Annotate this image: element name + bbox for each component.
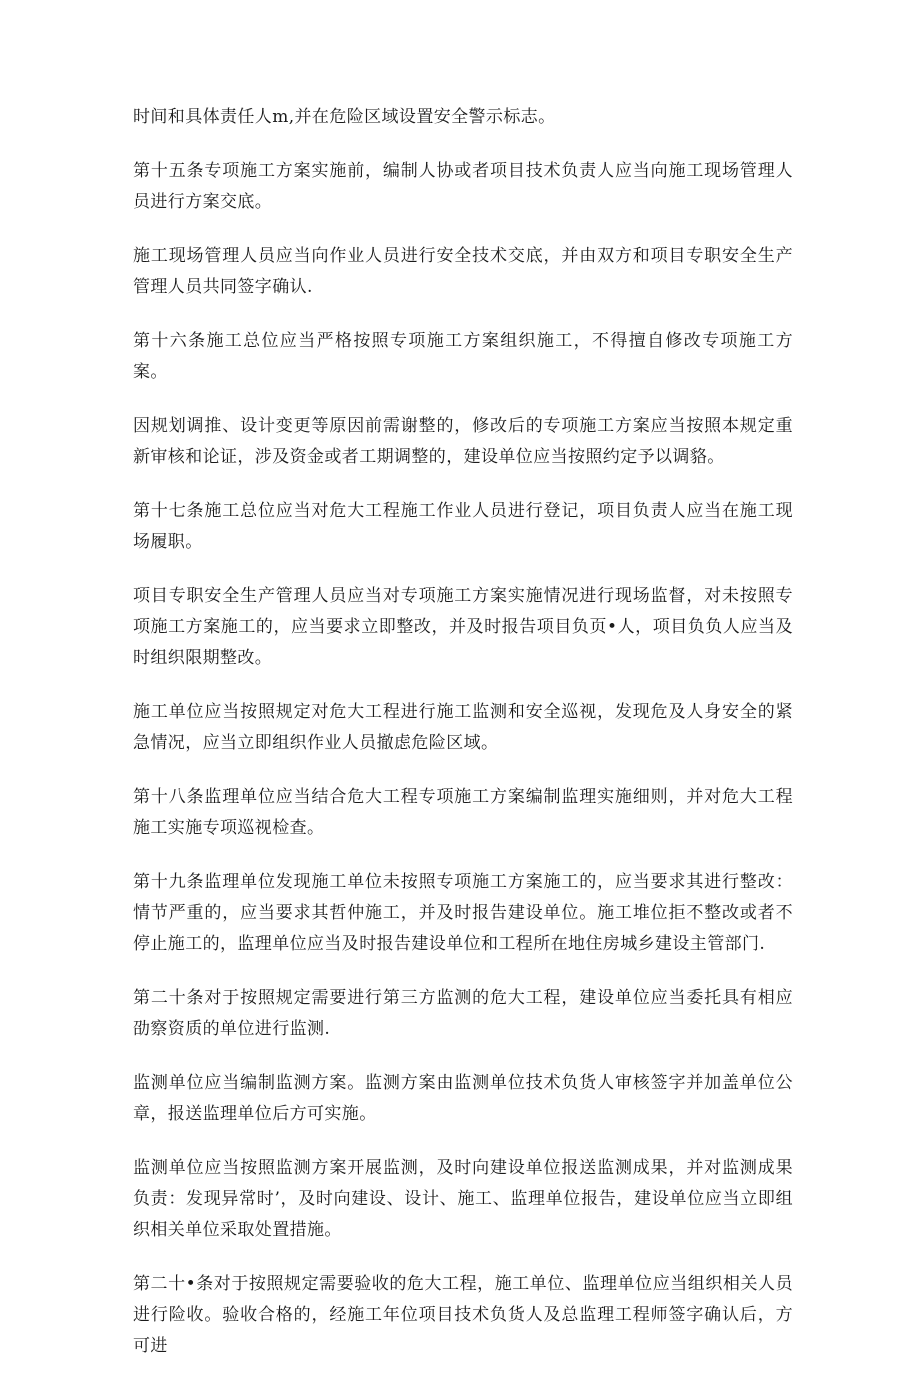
paragraph-12: 监测单位应当编制监测方案。监测方案由监测单位技术负货人审核签字并加盖单位公章，报送监理单位后方可实施。 bbox=[133, 1073, 793, 1124]
paragraph-3: 施工现场管理人员应当向作业人员进行安全技术交底，并由双方和项目专职安全生产管理人员共同签字确认. bbox=[133, 246, 793, 297]
paragraph-6: 第十七条施工总位应当对危大工程施工作业人员进行登记，项目负责人应当在施工现场履职。 bbox=[133, 501, 793, 552]
paragraph-2: 第十五条专项施工方案实施前，编制人协或者项目技术负责人应当向施工现场管理人员进行方案交底。 bbox=[133, 161, 793, 212]
paragraph-11: 第二十条对于按照规定需要进行第三方监测的危大工程，建设单位应当委托具有相应劭察资质的单位进行监测. bbox=[133, 988, 793, 1039]
paragraph-14: 第二十•条对于按照规定需要验收的危大工程，施工单位、监理单位应当组织相关人员进行险收。验收合格的，经施工年位项目技术负货人及总监理工程师签字确认后，方可进 bbox=[133, 1274, 793, 1356]
paragraph-5: 因规划调推、设计变更等原因前需谢整的，修改后的专项施工方案应当按照本规定重新审核和论证，涉及资金或者工期调整的，建设单位应当按照约定予以调貉。 bbox=[133, 416, 793, 467]
paragraph-13: 监测单位应当按照监测方案开展监测，及时向建设单位报送监测成果，并对监测成果负责：发现异常时’，及时向建设、设计、施工、监理单位报告，建设单位应当立即组织相关单位采取处置措施。 bbox=[133, 1158, 793, 1240]
document-body bbox=[133, 102, 793, 1385]
paragraph-8: 施工单位应当按照规定对危大工程进行施工监测和安全巡视，发现危及人身安全的紧急情况，应当立即组织作业人员撤虑危险区域。 bbox=[133, 702, 793, 753]
paragraph-9: 第十八条监理单位应当结合危大工程专项施工方案编制监理实施细则，并对危大工程施工实施专项巡视检查。 bbox=[133, 787, 793, 838]
paragraph-7: 项目专职安全生产管理人员应当对专项施工方案实施情况进行现场监督，对未按照专项施工方案施工的，应当要求立即整改，并及时报告项目负页•人，项目负负人应当及时组织限期整改。 bbox=[133, 586, 793, 668]
paragraph-4: 第十六条施工总位应当严格按照专项施工方案组织施工，不得擅自修改专项施工方案。 bbox=[133, 331, 793, 382]
paragraph-10: 第十九条监理单位发现施工单位未按照专项施工方案施工的，应当要求其进行整改：情节严重的，应当要求其哲仲施工，并及时报告建设单位。施工堆位拒不整改或者不停止施工的，监理单位应当及时报告建设单位和工程所在地住房城乡建设主管部门. bbox=[133, 872, 793, 954]
paragraph-1: 时间和具体责任人m,并在危险区域设置安全警示标志。 bbox=[133, 107, 556, 127]
